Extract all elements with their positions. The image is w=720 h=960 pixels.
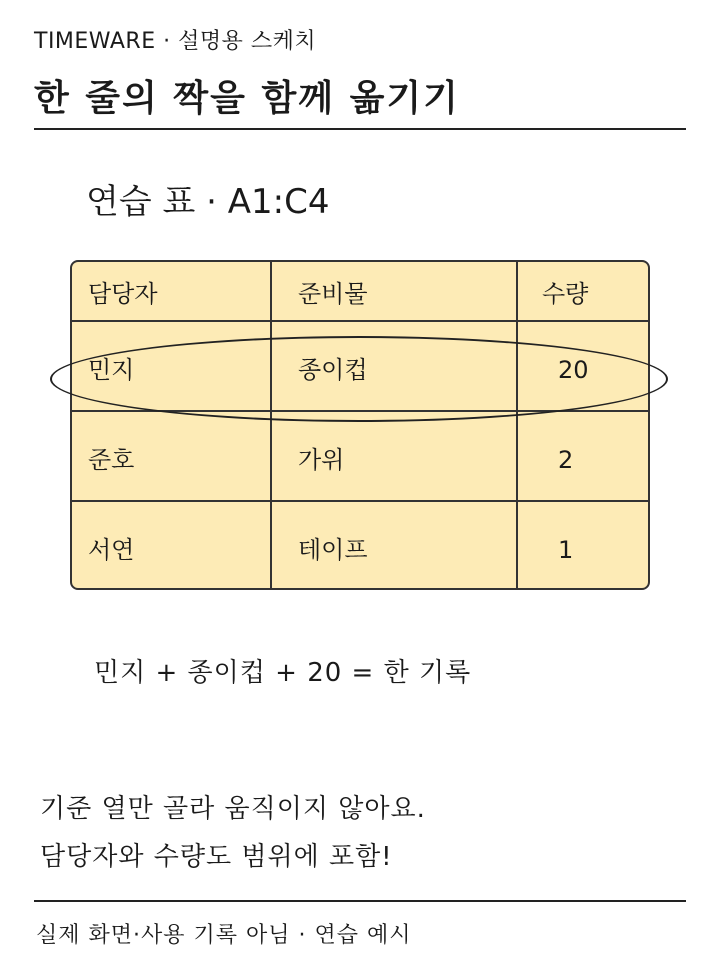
note-line: 기준 열만 골라 움직이지 않아요.	[40, 794, 426, 824]
column-divider	[270, 262, 272, 588]
page-title: 한 줄의 짝을 함께 옮기기	[34, 78, 460, 119]
column-divider	[516, 262, 518, 588]
row-divider	[72, 500, 648, 502]
table-cell: 테이프	[298, 536, 368, 564]
note-line: 담당자와 수량도 범위에 포함!	[40, 842, 393, 872]
table-cell: 가위	[298, 446, 345, 474]
table-cell: 1	[558, 536, 574, 564]
header-cell-supplies: 준비물	[298, 280, 368, 308]
footer-disclaimer: 실제 화면·사용 기록 아님 · 연습 예시	[36, 923, 412, 948]
bottom-divider	[34, 900, 686, 902]
header-cell-owner: 담당자	[88, 280, 158, 308]
table-cell: 준호	[88, 446, 135, 474]
header-cell-quantity: 수량	[542, 280, 589, 308]
table-cell: 종이컵	[298, 356, 368, 384]
header-kicker: TIMEWARE · 설명용 스케치	[34, 29, 317, 54]
row-highlight-ellipse	[50, 336, 668, 422]
top-divider	[34, 128, 686, 130]
table-cell: 서연	[88, 536, 135, 564]
row-divider	[72, 320, 648, 322]
table-cell: 20	[558, 356, 589, 384]
record-equation: 민지 + 종이컵 + 20 = 한 기록	[94, 658, 472, 688]
sheet-label: 연습 표 · A1:C4	[86, 182, 330, 222]
table-cell: 민지	[88, 356, 135, 384]
table-cell: 2	[558, 446, 574, 474]
practice-table	[70, 260, 650, 590]
